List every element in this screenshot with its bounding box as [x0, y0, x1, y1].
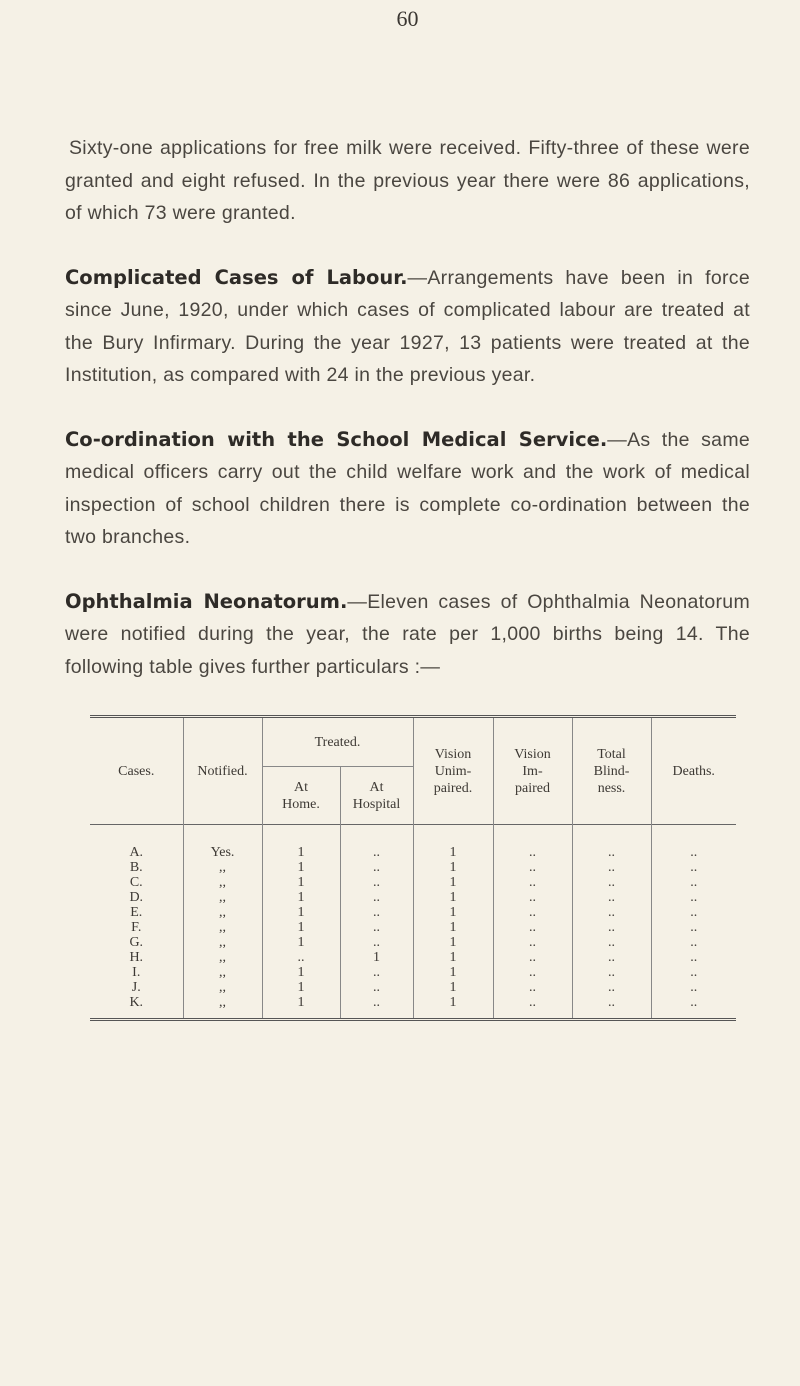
cell-at-hospital: .. — [340, 845, 413, 860]
header-treated: Treated. — [262, 717, 413, 767]
ophthalmia-table — [90, 715, 736, 1021]
cell-notified: ,, — [183, 965, 262, 980]
table-row — [90, 995, 736, 1020]
table-row — [90, 935, 736, 950]
cell-at-home: 1 — [262, 875, 340, 890]
cell-at-hospital: .. — [340, 875, 413, 890]
cell-notified: ,, — [183, 875, 262, 890]
cell-total-blindness: .. — [572, 920, 651, 935]
cell-total-blindness: .. — [572, 980, 651, 995]
header-deaths: Deaths. — [651, 717, 736, 825]
cell-vision-impaired: .. — [493, 890, 572, 905]
cell-deaths: .. — [651, 935, 736, 950]
cell-at-hospital: .. — [340, 980, 413, 995]
cell-deaths: .. — [651, 995, 736, 1020]
table-row — [90, 845, 736, 860]
cell-case: H. — [129, 950, 144, 965]
table-row — [90, 950, 736, 965]
cell-at-hospital: .. — [340, 890, 413, 905]
paragraph-free-milk — [65, 132, 750, 230]
paragraph-complicated-labour — [65, 262, 750, 392]
cell-vision-impaired: .. — [493, 935, 572, 950]
table-row — [90, 920, 736, 935]
cell-case: D. — [129, 890, 144, 905]
cell-at-hospital: .. — [340, 905, 413, 920]
cell-at-hospital: .. — [340, 920, 413, 935]
cell-at-hospital: .. — [340, 935, 413, 950]
cell-vision-unimpaired: 1 — [413, 860, 493, 875]
cell-at-home: 1 — [262, 980, 340, 995]
cell-notified: ,, — [183, 950, 262, 965]
paragraph-text: —Arrangements have been in force since June, 1920, under which cases of complicated labour are treated at the Bury Infirmary. During the year 1927, 13 patients were treated at the Institution, as compared with 24 in the previous year. — [65, 266, 750, 386]
cell-case: A. — [129, 845, 144, 860]
cell-at-home: 1 — [262, 965, 340, 980]
cell-at-home: 1 — [262, 890, 340, 905]
cell-deaths: .. — [651, 950, 736, 965]
cell-vision-unimpaired: 1 — [413, 920, 493, 935]
paragraph-text: Sixty-one applications for free milk were received. Fifty-three of these were granted and eight refused. In the previous year there were 86 applications, of which 73 were granted. — [65, 137, 750, 224]
cell-deaths: .. — [651, 920, 736, 935]
cell-vision-unimpaired: 1 — [413, 875, 493, 890]
cell-case: G. — [129, 935, 144, 950]
cell-notified: ,, — [183, 905, 262, 920]
table-row — [90, 890, 736, 905]
header-vision-unimpaired: Vision Unim-paired. — [413, 717, 493, 825]
cell-at-home: 1 — [262, 995, 340, 1020]
cell-total-blindness: .. — [572, 965, 651, 980]
cell-vision-impaired: .. — [493, 950, 572, 965]
cell-case: J. — [131, 980, 141, 995]
cell-vision-impaired: .. — [493, 980, 572, 995]
header-vision-impaired: Vision Im-paired — [493, 717, 572, 825]
cell-case: I. — [132, 965, 141, 980]
cell-at-home: .. — [262, 950, 340, 965]
table-row — [90, 860, 736, 875]
cell-at-home: 1 — [262, 905, 340, 920]
cell-deaths: .. — [651, 845, 736, 860]
cell-vision-impaired: .. — [493, 995, 572, 1020]
paragraph-text: —Eleven cases of Ophthalmia Neonatorum were notified during the year, the rate per 1,000 births being 14. The following table gives further particulars :— — [65, 590, 750, 678]
cell-at-hospital: .. — [340, 995, 413, 1020]
cell-at-hospital: .. — [340, 965, 413, 980]
table-row — [90, 875, 736, 890]
cell-vision-unimpaired: 1 — [413, 965, 493, 980]
header-at-hospital: At Hospital — [340, 767, 413, 825]
cell-vision-impaired: .. — [493, 845, 572, 860]
section-heading: Co-ordination with the School Medical Service. — [65, 427, 608, 451]
cell-vision-unimpaired: 1 — [413, 890, 493, 905]
cell-notified: ,, — [183, 935, 262, 950]
header-cases: Cases. — [90, 717, 183, 825]
cell-vision-impaired: .. — [493, 905, 572, 920]
cell-vision-impaired: .. — [493, 875, 572, 890]
cell-vision-unimpaired: 1 — [413, 980, 493, 995]
header-notified: Notified. — [183, 717, 262, 825]
cell-notified: ,, — [183, 980, 262, 995]
header-total-blindness: Total Blind-ness. — [572, 717, 651, 825]
paragraph-ophthalmia — [65, 586, 750, 684]
table-row — [90, 980, 736, 995]
cell-notified: ,, — [183, 920, 262, 935]
cell-at-hospital: .. — [340, 860, 413, 875]
table-row — [90, 965, 736, 980]
cell-vision-impaired: .. — [493, 860, 572, 875]
cell-case: K. — [90, 995, 183, 1020]
cell-at-home: 1 — [262, 860, 340, 875]
table-row — [90, 905, 736, 920]
cell-vision-unimpaired: 1 — [413, 950, 493, 965]
cell-at-home: 1 — [262, 845, 340, 860]
cell-at-home: 1 — [262, 920, 340, 935]
header-at-home: At Home. — [262, 767, 340, 825]
page-number: 60 — [396, 6, 419, 31]
cell-vision-impaired: .. — [493, 920, 572, 935]
cell-vision-unimpaired: 1 — [413, 935, 493, 950]
cell-vision-impaired: .. — [493, 965, 572, 980]
cell-notified: ,, — [183, 995, 262, 1020]
section-heading: Complicated Cases of Labour. — [65, 265, 408, 289]
cell-case: E. — [130, 905, 143, 920]
cell-at-home: 1 — [262, 935, 340, 950]
cell-deaths: .. — [651, 980, 736, 995]
cell-deaths: .. — [651, 890, 736, 905]
cell-vision-unimpaired: 1 — [413, 905, 493, 920]
cell-total-blindness: .. — [572, 860, 651, 875]
cell-at-hospital: 1 — [340, 950, 413, 965]
cell-total-blindness: .. — [572, 845, 651, 860]
cell-deaths: .. — [651, 965, 736, 980]
cell-vision-unimpaired: 1 — [413, 845, 493, 860]
cell-case: F. — [131, 920, 142, 935]
cell-notified: Yes. — [183, 845, 262, 860]
cell-total-blindness: .. — [572, 935, 651, 950]
cell-total-blindness: .. — [572, 950, 651, 965]
cell-notified: ,, — [183, 890, 262, 905]
cell-vision-unimpaired: 1 — [413, 995, 493, 1020]
cell-deaths: .. — [651, 860, 736, 875]
cell-total-blindness: .. — [572, 890, 651, 905]
cell-total-blindness: .. — [572, 875, 651, 890]
cell-deaths: .. — [651, 875, 736, 890]
cell-deaths: .. — [651, 905, 736, 920]
cell-case: C. — [129, 875, 143, 890]
cell-case: B. — [129, 860, 143, 875]
cell-total-blindness: .. — [572, 995, 651, 1020]
cell-notified: ,, — [183, 860, 262, 875]
cell-total-blindness: .. — [572, 905, 651, 920]
paragraph-co-ordination — [65, 424, 750, 554]
paragraph-text: —As the same medical officers carry out the child welfare work and the work of medical inspection of school children there is complete co-ordination between the two branches. — [65, 428, 751, 548]
section-heading: Ophthalmia Neonatorum. — [65, 589, 348, 613]
